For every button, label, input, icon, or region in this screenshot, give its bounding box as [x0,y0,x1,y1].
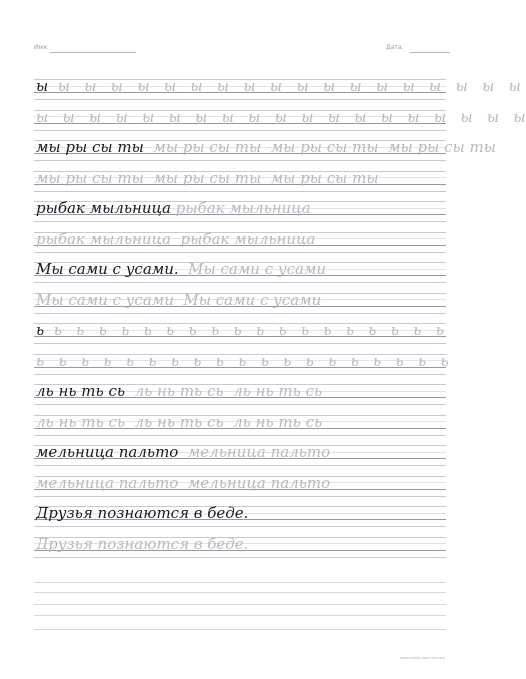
practice-line[interactable] [36,107,526,126]
practice-line[interactable] [36,351,449,370]
guide-line [34,374,446,375]
trace-text: Мы сами с усами Мы сами с усами [36,290,322,309]
trace-text: Друзья познаются в беде. [36,534,249,553]
practice-line[interactable] [36,473,448,492]
blank-guide-line [34,629,446,630]
guide-line [34,160,446,161]
trace-text: ы ы ы ы ы ы ы ы ы ы ы ы ы ы ы ы ы ы [48,77,521,95]
trace-text: мы ры сы ты мы ры сы ты мы ры сы ты [36,168,379,187]
trace-text: ь ь ь ь ь ь ь ь ь ь ь ь ь ь ь ь ь ь [44,321,444,339]
trace-text: ль нь ть сь ль нь ть сь [125,382,323,400]
practice-line[interactable] [36,138,496,156]
trace-text: мельница пальто мельница пальто [36,473,331,492]
guide-line [34,313,446,314]
model-text: Мы сами с усами. [36,260,179,278]
practice-line[interactable] [36,201,448,216]
date-field-line[interactable] [410,52,450,53]
model-text: ль нь ть сь [36,382,126,400]
guide-line [34,221,446,222]
practice-line[interactable] [36,290,448,309]
blank-guide-line [34,592,446,593]
practice-line[interactable] [36,445,448,460]
model-text: ь [36,321,45,339]
practice-line[interactable] [36,534,448,553]
guide-line [34,343,446,344]
footer-credit: www.prosto-kak.ru/prosto [400,656,445,660]
trace-text: рыбак мыльница [170,199,311,217]
guide-line [34,496,446,497]
practice-line[interactable] [36,77,521,95]
guide-line [34,130,446,131]
model-text: рыбак мыльница [36,199,171,217]
guide-line [34,526,446,527]
practice-line[interactable] [36,168,448,187]
blank-guide-line [34,604,446,605]
name-field-line[interactable] [50,52,136,53]
practice-line[interactable] [36,384,448,399]
trace-text: ы ы ы ы ы ы ы ы ы ы ы ы ы ы ы ы ы ы ы [36,107,526,126]
guide-line [34,557,446,558]
practice-line[interactable] [36,412,448,431]
model-text: ы [36,77,49,95]
model-text: мельница пальто [36,443,179,461]
guide-line [34,99,446,100]
model-text: мы ры сы ты [36,138,144,156]
guide-line [34,252,446,253]
trace-text: мельница пальто [178,443,331,461]
trace-text: рыбак мыльница рыбак мыльница [36,229,316,248]
guide-line [34,465,446,466]
guide-line [34,282,446,283]
model-text: Друзья познаются в беде. [36,504,249,522]
trace-text: ль нь ть сь ль нь ть сь ль нь ть сь [36,412,323,431]
guide-line [34,191,446,192]
guide-line [34,435,446,436]
practice-line[interactable] [36,229,448,248]
trace-text: Мы сами с усами [178,260,327,278]
blank-guide-line [34,582,446,583]
guide-line [34,404,446,405]
date-label: Дата: [386,44,404,51]
trace-text: ь ь ь ь ь ь ь ь ь ь ь ь ь ь ь ь ь ь ь [36,351,449,370]
trace-text: мы ры сы ты мы ры сы ты мы ры сы ты [143,138,496,156]
blank-guide-line [34,615,446,616]
practice-line[interactable] [36,323,448,338]
practice-line[interactable] [36,262,448,277]
practice-line[interactable] [36,506,448,521]
name-label: Имя: [34,44,49,51]
